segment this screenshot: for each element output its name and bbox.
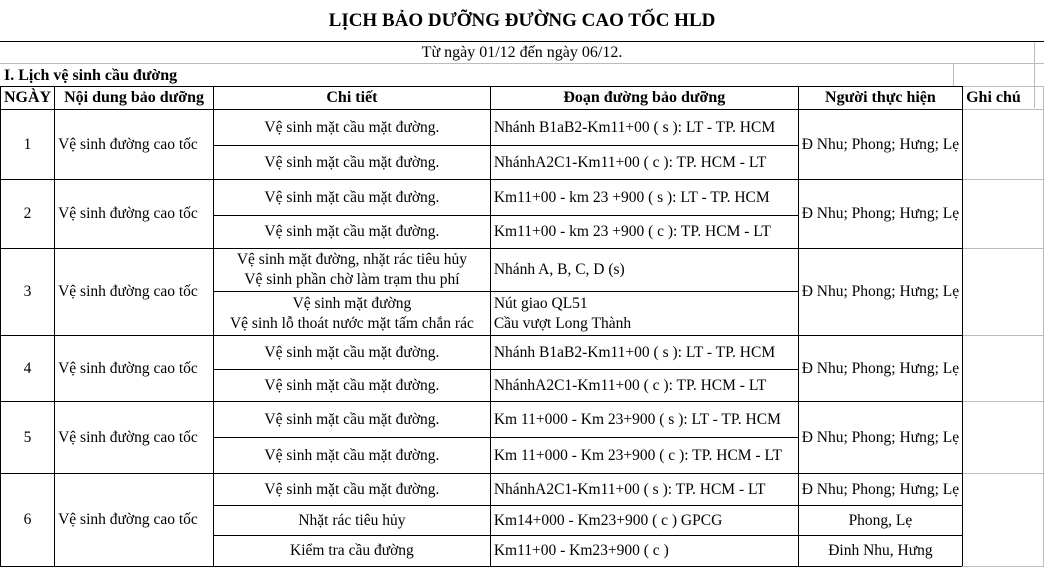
day-cell: 1: [1, 110, 55, 180]
day-cell: 6: [1, 474, 55, 567]
detail-line: Vệ sinh phần chờ làm trạm thu phí: [244, 271, 460, 288]
detail-cell: [214, 292, 491, 336]
person-cell: Đ Nhu; Phong; Hưng; Lẹ: [798, 249, 962, 336]
gridline: [953, 64, 954, 86]
note-cell: [963, 402, 1044, 474]
segment-line: Cầu vượt Long Thành: [493, 314, 632, 332]
note-cell: [963, 249, 1044, 336]
segment-line: Nút giao QL51: [493, 294, 588, 312]
segment-cell: Km 11+000 - Km 23+900 ( c ): TP. HCM - LT: [490, 438, 798, 474]
person-cell: Đinh Nhu, Hưng: [798, 536, 962, 567]
segment-cell: NhánhA2C1-Km11+00 ( c ): TP. HCM - LT: [490, 370, 798, 402]
detail-cell: [214, 249, 491, 292]
header-content: Nội dung bảo dưỡng: [55, 87, 214, 110]
detail-cell: Vệ sinh mặt cầu mặt đường.: [214, 180, 491, 216]
header-day: NGÀY: [1, 87, 55, 110]
note-cell: [963, 336, 1044, 402]
segment-cell: Nhánh B1aB2-Km11+00 ( s ): LT - TP. HCM: [490, 336, 798, 370]
content-cell: Vệ sinh đường cao tốc: [55, 402, 214, 474]
table-row: [1, 402, 1044, 438]
detail-line: Vệ sinh lỗ thoát nước mặt tấm chắn rác: [229, 314, 474, 332]
person-cell: Đ Nhu; Phong; Hưng; Lẹ: [798, 474, 962, 506]
header-detail: Chi tiết: [214, 87, 491, 110]
segment-cell: [490, 292, 798, 336]
detail-cell: Vệ sinh mặt cầu mặt đường.: [214, 402, 491, 438]
note-cell: [963, 110, 1044, 180]
person-cell: Đ Nhu; Phong; Hưng; Lẹ: [798, 180, 962, 249]
header-row: [1, 87, 1044, 110]
person-cell: Đ Nhu; Phong; Hưng; Lẹ: [798, 402, 962, 474]
header-segment: Đoạn đường bảo dưỡng: [490, 87, 798, 110]
segment-cell: NhánhA2C1-Km11+00 ( s ): TP. HCM - LT: [490, 474, 798, 506]
segment-cell: NhánhA2C1-Km11+00 ( c ): TP. HCM - LT: [490, 146, 798, 180]
header-note: Ghi chú: [963, 87, 1044, 110]
content-cell: Vệ sinh đường cao tốc: [55, 336, 214, 402]
detail-cell: Vệ sinh mặt cầu mặt đường.: [214, 146, 491, 180]
date-range: Từ ngày 01/12 đến ngày 06/12.: [0, 42, 1044, 64]
day-cell: 3: [1, 249, 55, 336]
detail-cell: Vệ sinh mặt cầu mặt đường.: [214, 474, 491, 506]
day-cell: 2: [1, 180, 55, 249]
segment-cell: Km14+000 - Km23+900 ( c ) GPCG: [490, 506, 798, 536]
table-row: [1, 474, 1044, 506]
schedule-table: [0, 86, 1044, 567]
note-cell: [963, 474, 1044, 567]
detail-cell: Vệ sinh mặt cầu mặt đường.: [214, 110, 491, 146]
day-cell: 5: [1, 402, 55, 474]
detail-line: Vệ sinh mặt đường, nhặt rác tiêu hủy: [236, 251, 467, 268]
page-title: LỊCH BẢO DƯỠNG ĐƯỜNG CAO TỐC HLD: [0, 0, 1044, 42]
segment-cell: Km11+00 - km 23 +900 ( s ): LT - TP. HCM: [490, 180, 798, 216]
content-cell: Vệ sinh đường cao tốc: [55, 110, 214, 180]
header-person: Người thực hiện: [798, 87, 962, 110]
segment-cell: Nhánh B1aB2-Km11+00 ( s ): LT - TP. HCM: [490, 110, 798, 146]
content-cell: Vệ sinh đường cao tốc: [55, 249, 214, 336]
table-row: [1, 110, 1044, 146]
detail-line: Vệ sinh mặt đường: [292, 294, 412, 312]
day-cell: 4: [1, 336, 55, 402]
segment-cell: Km11+00 - Km23+900 ( c ): [490, 536, 798, 567]
detail-cell: Vệ sinh mặt cầu mặt đường.: [214, 336, 491, 370]
person-cell: Đ Nhu; Phong; Hưng; Lẹ: [798, 110, 962, 180]
table-row: [1, 336, 1044, 370]
detail-cell: Nhặt rác tiêu hủy: [214, 506, 491, 536]
content-cell: Vệ sinh đường cao tốc: [55, 474, 214, 567]
table-row: [1, 249, 1044, 292]
table-row: [1, 180, 1044, 216]
segment-cell: Km11+00 - km 23 +900 ( c ): TP. HCM - LT: [490, 216, 798, 249]
section-heading: I. Lịch vệ sinh cầu đường: [4, 67, 178, 84]
detail-cell: Vệ sinh mặt cầu mặt đường.: [214, 370, 491, 402]
detail-cell: Vệ sinh mặt cầu mặt đường.: [214, 438, 491, 474]
person-cell: Đ Nhu; Phong; Hưng; Lẹ: [798, 336, 962, 402]
note-cell: [963, 180, 1044, 249]
detail-cell: Kiểm tra cầu đường: [214, 536, 491, 567]
detail-cell: Vệ sinh mặt cầu mặt đường.: [214, 216, 491, 249]
segment-cell: Km 11+000 - Km 23+900 ( s ): LT - TP. HCM: [490, 402, 798, 438]
content-cell: Vệ sinh đường cao tốc: [55, 180, 214, 249]
segment-cell: Nhánh A, B, C, D (s): [490, 249, 798, 292]
person-cell: Phong, Lẹ: [798, 506, 962, 536]
